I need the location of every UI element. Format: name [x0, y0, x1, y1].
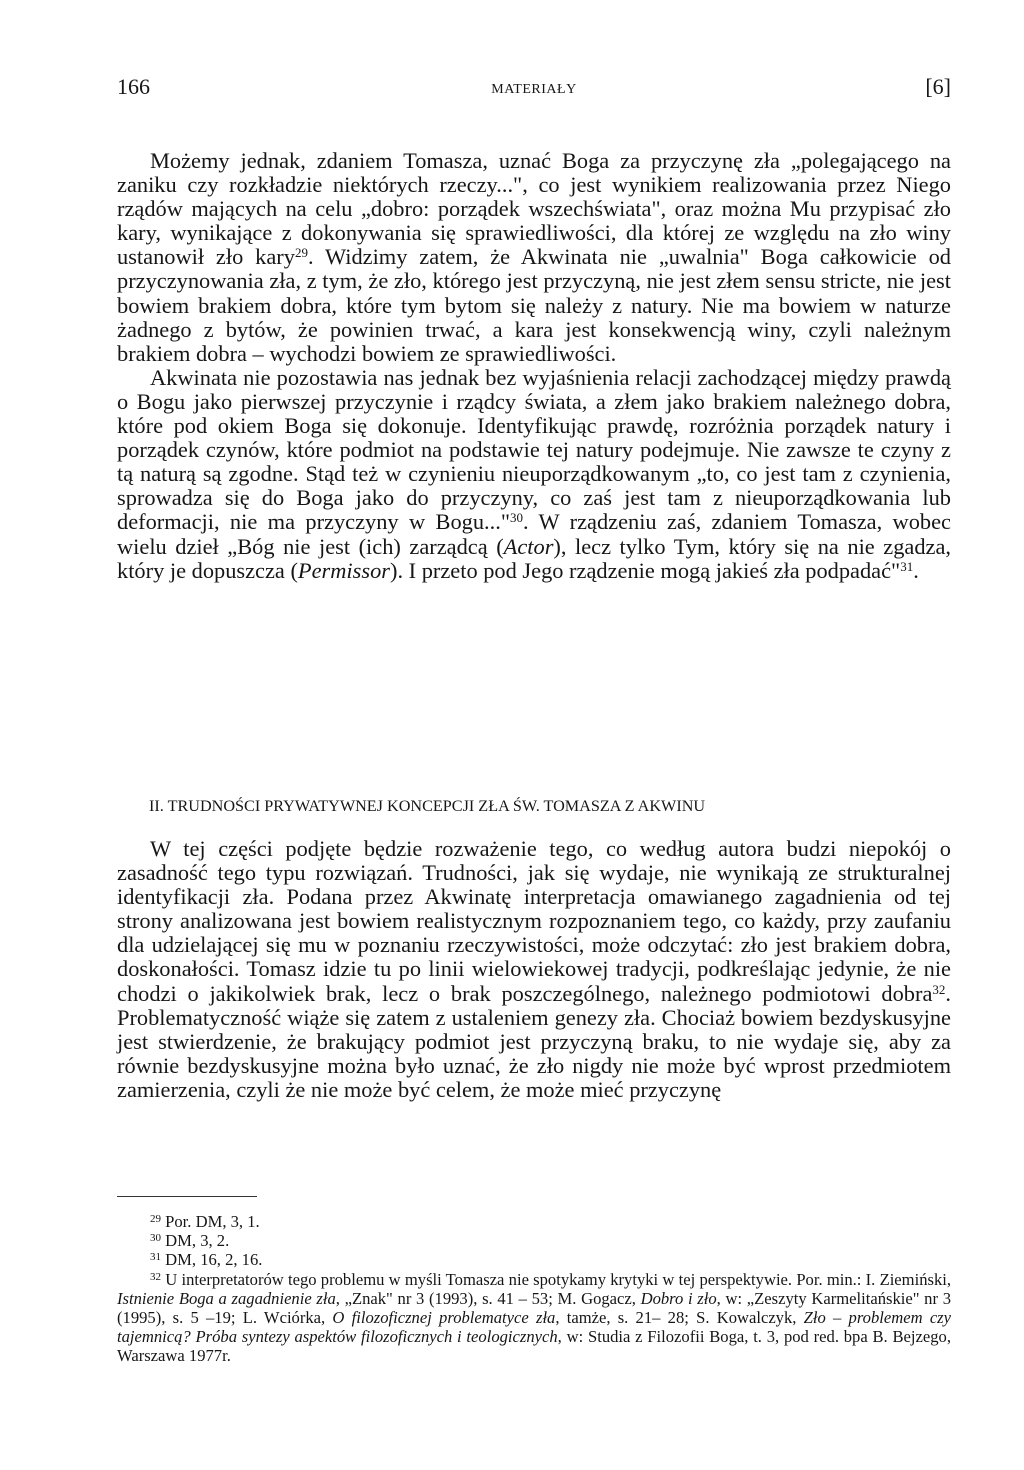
body-text-upper	[117, 149, 951, 583]
footnote-ref[interactable]: 31	[900, 558, 914, 574]
section-heading: II. TRUDNOŚCI PRYWATYWNEJ KONCEPCJI ZŁA ŚW. TOMASZA Z AKWINU	[149, 797, 706, 815]
running-header	[117, 74, 951, 104]
section-number: [6]	[925, 74, 951, 99]
paragraph-1: Możemy jednak, zdaniem Tomasza, uznać Boga za przyczynę zła „polegającego na zaniku czy rozkładzie niektórych rzeczy...", co jest wynikiem realizowania przez Niego rządów mających na celu „dobro: porządek wszechświata", oraz można Mu przypisać zło kary, wynikające z dokonywania się sprawiedliwości, dla której ze względu na zło winy ustanowił zło kary$^{29}$. Widzimy zatem, że Akwinata nie „uwalnia" Boga całkowicie od przyczynowania zła, z tym, że zło, którego jest przyczyną, nie jest złem sensu stricte, nie jest bowiem brakiem dobra, które tym bytom się należy z natury. Nie ma bowiem w naturze żadnego z bytów, że powinien trwać, a kara jest konsekwencją winy, czyli należnym brakiem dobra – wychodzi bowiem ze sprawiedliwości.	[117, 148, 951, 366]
footnote-ref[interactable]: 30	[509, 510, 523, 526]
page-number: 166	[117, 74, 150, 99]
body-text-lower	[117, 837, 951, 1102]
running-title: MATERIAŁY	[491, 82, 577, 97]
footnote-31: $^{31}$ DM, 16, 2, 16.	[150, 1250, 263, 1270]
footnote-ref[interactable]: 32	[932, 981, 946, 997]
footnotes	[117, 1212, 951, 1366]
paragraph-3: W tej części podjęte będzie rozważenie tego, co według autora budzi niepokój o zasadność tego typu rozwiązań. Trudności, jak się wydaje, nie wynikają ze strukturalnej identyfikacji zła. Podana przez Akwinatę interpretacja omawianego zagadnienia od tej strony analizowana jest bowiem realistycznym rozpoznaniem tego, co każdy, przy zaufaniu dla udzielającej się mu w poznaniu rzeczywistości, może odczytać: zło jest brakiem dobra, doskonałości. Tomasz idzie tu po linii wielowiekowej tradycji, podkreślając jedynie, że nie chodzi o jakikolwiek brak, lecz o brak poszczególnego, należnego podmiotowi dobra$^{32}$. Problematyczność wiąże się zatem z ustaleniem genezy zła. Chociaż bowiem bezdyskusyjne jest stwierdzenie, że brakujący podmiot jest przyczyną braku, to nie wydaje się, aby za równie bezdyskusyjne można było uznać, że zło nigdy nie może być wprost przedmiotem zamierzenia, czyli że nie może być celem, że może mieć przyczynę	[117, 836, 951, 1102]
footnote-29: $^{29}$ Por. DM, 3, 1.	[150, 1212, 260, 1231]
footnote-32: $^{32}$ U interpretatorów tego problemu w myśli Tomasza nie spotykamy krytyki w tej perspektywie. Por. min.: I. Ziemiński, Istnienie Boga a zagadnienie zła, „Znak" nr 3 (1993), s. 41 – 53; M. Gogacz, Dobro i zło, w: „Zeszyty Karmelitańskie" nr 3 (1995), s. 5 –19; L. Wciórka, O filozoficznej problematyce zła, tamże, s. 21– 28; S. Kowalczyk, Zło – problemem czy tajemnicą? Próba syntezy aspektów filozoficznych i teologicznych, w: Studia z Filozofii Boga, t. 3, pod red. bpa B. Bejzego, Warszawa 1977r.	[117, 1269, 952, 1366]
paragraph-2: Akwinata nie pozostawia nas jednak bez wyjaśnienia relacji zachodzącej między prawdą o Bogu jako pierwszej przyczynie i rządcy świata, a złem jako brakiem należnego dobra, które pod okiem Boga się dokonuje. Identyfikując prawdę, rozróżnia porządek natury i porządek czynów, które podmiot na podstawie tej natury podejmuje. Nie zawsze te czyny z tą naturą są zgodne. Stąd też w czynieniu nieuporządkowanym „to, co jest tam z czynienia, sprowadza się do Boga jako do przyczyny, co zaś jest tam z nieuporządkowania lub deformacji, nie ma przyczyny w Bogu..."$^{30}$. W rządzeniu zaś, zdaniem Tomasza, wobec wielu dzieł „Bóg nie jest (ich) zarządcą (Actor), lecz tylko Tym, który się na nie zgadza, który je dopuszcza (Permissor). I przeto pod Jego rządzenie mogą jakieś zła podpadać"$^{31}$.	[117, 364, 952, 583]
footnote-ref[interactable]: 29	[294, 245, 308, 261]
footnote-30: $^{30}$ DM, 3, 2.	[150, 1231, 230, 1251]
footnote-divider	[117, 1196, 257, 1197]
